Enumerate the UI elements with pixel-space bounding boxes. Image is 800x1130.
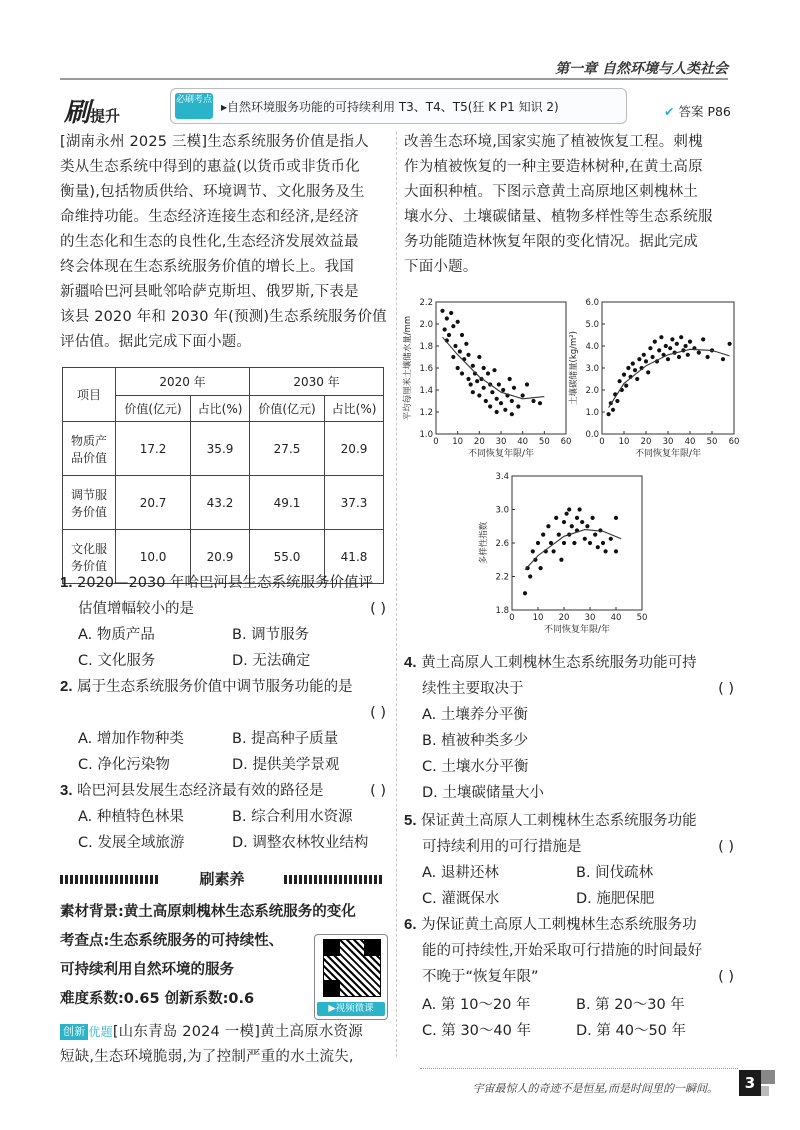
data-point xyxy=(583,537,587,541)
x-tick-label: 40 xyxy=(610,613,622,623)
data-point xyxy=(541,533,545,537)
data-point xyxy=(668,346,672,350)
y-tick-label: 6.0 xyxy=(585,298,599,308)
q3-option-a[interactable]: A. 种植特色林果 xyxy=(78,809,184,825)
data-point xyxy=(585,524,589,528)
data-point xyxy=(552,549,556,553)
data-point xyxy=(588,541,592,545)
data-point xyxy=(508,377,512,381)
y-tick-label: 1.0 xyxy=(419,430,433,440)
brand-big: 刷 xyxy=(64,98,91,128)
plot-frame xyxy=(602,302,734,434)
data-point xyxy=(631,362,635,366)
stripe-left xyxy=(60,875,160,884)
table-subheader: 价值(亿元) xyxy=(249,396,324,422)
corner-block xyxy=(761,1086,769,1096)
data-point xyxy=(615,399,619,403)
x-tick-label: 50 xyxy=(538,437,550,447)
y-tick-label: 1.8 xyxy=(419,342,433,352)
answer-paren[interactable]: ( ) xyxy=(718,839,734,855)
data-point xyxy=(635,377,639,381)
y-tick-label: 3.0 xyxy=(495,505,509,516)
data-point xyxy=(593,533,597,537)
data-point xyxy=(490,390,494,394)
header-rule xyxy=(60,78,728,80)
table-cell: 20.9 xyxy=(191,530,250,584)
y-tick-label: 1.8 xyxy=(495,606,509,616)
data-point xyxy=(570,524,574,528)
data-point xyxy=(486,371,490,375)
data-point xyxy=(572,541,576,545)
x-tick-label: 10 xyxy=(452,437,464,447)
data-point xyxy=(646,370,650,374)
data-point xyxy=(721,357,725,361)
corner-block xyxy=(761,1070,775,1084)
data-point xyxy=(539,566,543,570)
material-background: 素材背景:黄土高原刺槐林生态系统服务的变化 xyxy=(60,904,356,920)
answer-ref-text: 答案 P86 xyxy=(678,104,731,119)
q4-option-c[interactable]: C. 土壤水分平衡 xyxy=(422,759,529,775)
table-header-year: 2020 年 xyxy=(116,368,250,396)
data-point xyxy=(449,311,453,315)
data-point xyxy=(464,342,468,346)
x-tick-label: 0 xyxy=(509,613,515,623)
q6-option-b[interactable]: B. 第 20～30 年 xyxy=(576,997,685,1013)
y-axis-label: 土壤碳储量(kg/m²) xyxy=(569,330,579,406)
difficulty: 难度系数:0.65 创新系数:0.6 xyxy=(60,991,255,1007)
source-paragraph xyxy=(60,1020,390,1070)
intro-line: 改善生态环境,国家实施了植被恢复工程。刺槐 xyxy=(404,134,703,150)
stripe-right xyxy=(284,875,384,884)
qr-code-card[interactable] xyxy=(314,934,388,1020)
data-point xyxy=(488,404,492,408)
data-point xyxy=(562,520,566,524)
table-cell: 20.9 xyxy=(325,422,384,476)
material-focus: 考查点:生态系统服务的可持续性、 xyxy=(60,933,284,949)
answer-paren[interactable]: ( ) xyxy=(718,681,734,697)
chapter-title: 第一章 自然环境与人类社会 xyxy=(555,61,728,77)
section-brand xyxy=(64,92,120,129)
x-tick-label: 60 xyxy=(560,437,572,447)
question-number: 5. xyxy=(404,812,417,829)
data-point xyxy=(559,558,563,562)
data-point xyxy=(614,549,618,553)
x-tick-label: 30 xyxy=(584,613,596,623)
data-point xyxy=(456,320,460,324)
answer-paren[interactable]: ( ) xyxy=(370,601,386,617)
table-cell: 37.3 xyxy=(325,476,384,530)
must-badge: 必刷考点 xyxy=(175,93,213,119)
data-point xyxy=(607,412,611,416)
data-point xyxy=(482,366,486,370)
diversity-chart xyxy=(478,466,654,642)
data-point xyxy=(510,399,514,403)
intro-line: 命维持功能。生态经济连接生态和经济,是经济 xyxy=(60,209,359,225)
question-1: 1. 2020—2030 年哈巴河县生态系统服务价值评 估值增幅较小的是 ( ) xyxy=(60,570,386,622)
data-point xyxy=(675,342,679,346)
data-point xyxy=(686,353,690,357)
data-point xyxy=(697,351,701,355)
q6-option-c[interactable]: C. 第 30～40 年 xyxy=(422,1023,531,1039)
q2-option-d[interactable]: D. 提供美学景观 xyxy=(232,757,340,773)
y-tick-label: 2.6 xyxy=(495,539,509,549)
q3-option-c[interactable]: C. 发展全域旅游 xyxy=(78,835,185,851)
soil-carbon-chart xyxy=(569,292,744,464)
data-point xyxy=(706,355,710,359)
y-tick-label: 2.0 xyxy=(419,320,433,330)
data-point xyxy=(466,353,470,357)
data-point xyxy=(531,549,535,553)
x-tick-label: 0 xyxy=(599,437,605,447)
table-cell: 35.9 xyxy=(191,422,250,476)
y-tick-label: 2.2 xyxy=(495,572,509,583)
data-point xyxy=(642,353,646,357)
x-tick-label: 40 xyxy=(517,437,529,447)
data-point xyxy=(653,340,657,344)
table-cell: 55.0 xyxy=(249,530,324,584)
row-name: 调节服 务价值 xyxy=(63,476,116,530)
y-tick-label: 1.0 xyxy=(585,408,599,418)
source-line: [山东青岛 2024 一模]黄土高原水资源 xyxy=(112,1024,363,1040)
q5-option-d[interactable]: D. 施肥保肥 xyxy=(576,891,655,907)
data-point xyxy=(451,324,455,328)
intro-line: 衡量),包括物质供给、环境调节、文化服务及生 xyxy=(60,184,365,200)
plot-frame xyxy=(512,476,642,610)
q1-option-d[interactable]: D. 无法确定 xyxy=(232,653,311,669)
data-point xyxy=(679,335,683,339)
q2-option-a[interactable]: A. 增加作物种类 xyxy=(78,731,184,747)
data-point xyxy=(447,333,451,337)
data-point xyxy=(626,366,630,370)
data-point xyxy=(604,549,608,553)
data-point xyxy=(497,382,501,386)
data-point xyxy=(596,545,600,549)
table-cell: 27.5 xyxy=(249,422,324,476)
intro-paragraph xyxy=(60,130,390,355)
data-point xyxy=(475,379,479,383)
y-tick-label: 1.6 xyxy=(419,364,433,374)
data-point xyxy=(477,355,481,359)
data-point xyxy=(557,533,561,537)
data-point xyxy=(460,371,464,375)
intro-line: 作为植被恢复的一种主要造林树种,在黄土高原 xyxy=(404,159,703,175)
answer-reference xyxy=(664,102,731,120)
data-point xyxy=(453,344,457,348)
soil-water-chart xyxy=(404,292,572,464)
footer-quote: 宇宙最惊人的奇迹不是恒星,而是时间里的一瞬间。 xyxy=(472,1082,718,1095)
data-point xyxy=(510,412,514,416)
data-point xyxy=(546,524,550,528)
data-point xyxy=(618,379,622,383)
intro-line: 类从生态系统中得到的惠益(以货币或非货币化 xyxy=(60,159,360,175)
y-tick-label: 1.4 xyxy=(419,386,433,396)
data-point xyxy=(684,344,688,348)
source-line: 短缺,生态环境脆弱,为了控制严重的水土流失, xyxy=(60,1049,354,1065)
data-point xyxy=(562,541,566,545)
x-tick-label: 30 xyxy=(495,437,507,447)
plot-frame xyxy=(436,302,566,434)
table-header-item: 项目 xyxy=(63,368,116,422)
x-tick-label: 40 xyxy=(684,437,696,447)
knowledge-point-box xyxy=(170,88,627,124)
y-tick-label: 4.0 xyxy=(585,342,599,352)
data-point xyxy=(484,399,488,403)
data-point xyxy=(501,388,505,392)
data-point xyxy=(701,337,705,341)
data-point xyxy=(637,357,641,361)
question-number: 6. xyxy=(404,916,417,933)
y-tick-label: 2.0 xyxy=(585,386,599,396)
data-point xyxy=(591,516,595,520)
intro-line: 该县 2020 年和 2030 年(预测)生态系统服务价值 xyxy=(60,309,387,325)
data-point xyxy=(622,373,626,377)
x-axis-label: 不同恢复年限/年 xyxy=(467,449,535,459)
data-point xyxy=(580,520,584,524)
table-cell: 49.1 xyxy=(249,476,324,530)
question-number: 2. xyxy=(60,678,73,695)
data-point xyxy=(512,386,516,390)
intro-line: 终会体现在生态系统服务价值的增长上。我国 xyxy=(60,259,354,275)
table-subheader: 占比(%) xyxy=(191,396,250,422)
data-point xyxy=(536,541,540,545)
x-tick-label: 20 xyxy=(473,437,485,447)
literacy-section-bar xyxy=(60,868,384,890)
y-tick-label: 0.0 xyxy=(585,430,599,440)
q3-option-d[interactable]: D. 调整农林牧业结构 xyxy=(232,835,369,851)
data-point xyxy=(469,382,473,386)
data-point xyxy=(466,377,470,381)
data-point xyxy=(657,348,661,352)
q1-option-b[interactable]: B. 调节服务 xyxy=(232,627,310,643)
q6-option-a[interactable]: A. 第 10～20 年 xyxy=(422,997,531,1013)
intro-line: 大面积种植。下图示意黄土高原地区刺槐林土 xyxy=(404,184,698,200)
intro-line: 新疆哈巴河县毗邻哈萨克斯坦、俄罗斯,下表是 xyxy=(60,284,359,300)
data-point xyxy=(456,366,460,370)
table-header-year: 2030 年 xyxy=(249,368,383,396)
material-focus-2: 可持续利用自然环境的服务 xyxy=(60,962,234,978)
intro-line: [湖南永州 2025 三模]生态系统服务价值是指人 xyxy=(60,134,369,150)
data-point xyxy=(609,537,613,541)
x-tick-label: 10 xyxy=(532,613,544,623)
data-point xyxy=(688,340,692,344)
x-tick-label: 30 xyxy=(662,437,674,447)
q4-option-d[interactable]: D. 土壤碳储量大小 xyxy=(422,785,544,801)
footer-dots xyxy=(420,1068,738,1069)
question-number: 3. xyxy=(60,782,73,799)
data-point xyxy=(554,516,558,520)
intro-line: 的生态化和生态的良性化,生态经济发展效益最 xyxy=(60,234,359,250)
data-point xyxy=(575,516,579,520)
intro-line: 下面小题。 xyxy=(404,259,478,275)
value-table xyxy=(62,367,384,584)
data-point xyxy=(664,344,668,348)
q6-option-d[interactable]: D. 第 40～50 年 xyxy=(576,1023,687,1039)
data-point xyxy=(648,346,652,350)
knowledge-point-text: ▸自然环境服务功能的可持续利用 T3、T4、T5(狂 K P1 知识 2) xyxy=(221,100,559,114)
question-5: 5. 保证黄土高原人工刺槐林生态系统服务功能 可持续利用的可行措施是 ( ) xyxy=(404,808,734,860)
answer-paren[interactable]: ( ) xyxy=(718,969,734,985)
data-point xyxy=(516,404,520,408)
data-point xyxy=(611,408,615,412)
answer-paren[interactable]: ( ) xyxy=(370,783,386,799)
question-6: 6. 为保证黄土高原人工刺槐林生态系统服务功 能的可持续性,开始采取可行措施的时间最好 不晚于“恢复年限” ( ) xyxy=(404,912,734,990)
data-point xyxy=(601,541,605,545)
table-cell: 10.0 xyxy=(116,530,191,584)
data-point xyxy=(644,359,648,363)
data-point xyxy=(471,390,475,394)
q5-option-c[interactable]: C. 灌溉保水 xyxy=(422,891,500,907)
check-icon: ✔ xyxy=(664,104,675,119)
x-axis-label: 不同恢复年限/年 xyxy=(634,449,702,459)
table-cell: 43.2 xyxy=(191,476,250,530)
x-tick-label: 50 xyxy=(706,437,718,447)
data-point xyxy=(528,574,532,578)
x-tick-label: 50 xyxy=(636,613,648,623)
table-cell: 17.2 xyxy=(116,422,191,476)
data-point xyxy=(495,397,499,401)
y-tick-label: 2.2 xyxy=(419,298,433,308)
data-point xyxy=(728,342,732,346)
innovation-tag: 创新 xyxy=(60,1024,88,1040)
x-tick-label: 10 xyxy=(618,437,630,447)
table-cell: 41.8 xyxy=(325,530,384,584)
row-name: 物质产 品价值 xyxy=(63,422,116,476)
data-point xyxy=(477,393,481,397)
brand-small: 提升 xyxy=(90,107,121,125)
q1-option-c[interactable]: C. 文化服务 xyxy=(78,653,156,669)
video-lesson-label: ▶视频微课 xyxy=(317,1002,385,1016)
data-point xyxy=(666,357,670,361)
data-point xyxy=(531,399,535,403)
x-tick-label: 20 xyxy=(558,613,570,623)
q2-option-c[interactable]: C. 净化污染物 xyxy=(78,757,170,773)
table-cell: 20.7 xyxy=(116,476,191,530)
premium-label: 优题 xyxy=(88,1025,113,1039)
data-point xyxy=(445,316,449,320)
data-point xyxy=(503,408,507,412)
question-3: 3. 哈巴河县发展生态经济最有效的路径是 ( ) xyxy=(60,778,386,804)
y-tick-label: 1.2 xyxy=(419,408,433,418)
data-point xyxy=(460,333,464,337)
data-point xyxy=(677,355,681,359)
x-tick-label: 0 xyxy=(433,437,439,447)
column-divider xyxy=(396,132,397,1057)
question-number: 4. xyxy=(404,654,417,671)
y-axis-label: 多样性指数 xyxy=(479,521,489,565)
table-row xyxy=(63,476,384,530)
q4-option-a[interactable]: A. 土壤养分平衡 xyxy=(422,707,528,723)
data-point xyxy=(521,393,525,397)
data-point xyxy=(492,368,496,372)
data-point xyxy=(651,355,655,359)
data-point xyxy=(538,401,542,405)
data-point xyxy=(495,410,499,414)
intro-line: 务功能随造林恢复年限的变化情况。据此完成 xyxy=(404,234,698,250)
y-axis-label: 平均每厘米土壤储水量/mm xyxy=(403,315,413,421)
data-point xyxy=(440,309,444,313)
table-subheader: 价值(亿元) xyxy=(116,396,191,422)
data-point xyxy=(523,591,527,595)
q5-option-a[interactable]: A. 退耕还林 xyxy=(422,865,499,881)
qr-code-icon xyxy=(323,939,381,997)
table-row xyxy=(63,422,384,476)
data-point xyxy=(482,386,486,390)
data-point xyxy=(458,349,462,353)
q1-option-a[interactable]: A. 物质产品 xyxy=(78,627,155,643)
intro-line: 评估值。据此完成下面小题。 xyxy=(60,334,252,350)
question-2: 2. 属于生态系统服务价值中调节服务功能的是 ( ) xyxy=(60,674,386,726)
q5-option-b[interactable]: B. 间伐疏林 xyxy=(576,865,654,881)
data-point xyxy=(525,382,529,386)
q2-option-b[interactable]: B. 提高种子质量 xyxy=(232,731,339,747)
data-point xyxy=(565,512,569,516)
question-4: 4. 黄土高原人工刺槐林生态系统服务功能可持 续性主要取决于 ( ) xyxy=(404,650,734,702)
data-point xyxy=(633,368,637,372)
x-tick-label: 60 xyxy=(728,437,740,447)
y-tick-label: 3.4 xyxy=(495,472,509,482)
data-point xyxy=(471,364,475,368)
data-point xyxy=(578,507,582,511)
right-intro-paragraph xyxy=(404,130,740,280)
x-tick-label: 20 xyxy=(640,437,652,447)
table-subheader: 占比(%) xyxy=(325,396,384,422)
data-point xyxy=(659,335,663,339)
data-point xyxy=(614,516,618,520)
intro-line: 壤水分、土壤碳储量、植物多样性等生态系统服 xyxy=(404,209,713,225)
row-name: 文化服 务价值 xyxy=(63,530,116,584)
y-tick-label: 3.0 xyxy=(585,364,599,374)
x-axis-label: 不同恢复年限/年 xyxy=(543,625,611,635)
y-tick-label: 5.0 xyxy=(585,320,599,330)
data-point xyxy=(499,401,503,405)
data-point xyxy=(451,355,455,359)
data-point xyxy=(624,384,628,388)
data-point xyxy=(567,507,571,511)
answer-paren[interactable]: ( ) xyxy=(370,705,386,721)
data-point xyxy=(443,327,447,331)
q4-option-b[interactable]: B. 植被种类多少 xyxy=(422,733,529,749)
question-number: 1. xyxy=(60,574,73,591)
section-title: 刷素养 xyxy=(199,870,245,888)
page-number: 3 xyxy=(739,1070,761,1096)
q3-option-b[interactable]: B. 综合利用水资源 xyxy=(232,809,353,825)
data-point xyxy=(670,337,674,341)
